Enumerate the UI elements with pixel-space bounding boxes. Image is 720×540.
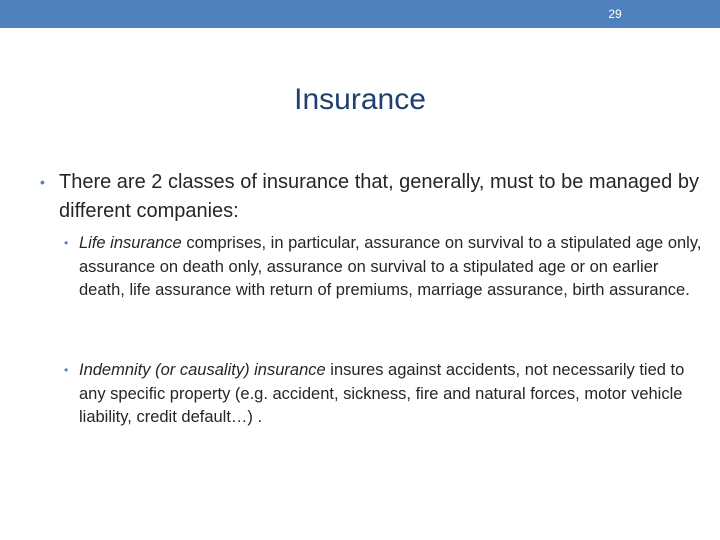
main-bullet-text: There are 2 classes of insurance that, generally, must to be managed by different companies:	[59, 171, 699, 222]
life-insurance-text: comprises, in particular, assurance on survival to a stipulated age only, assurance on death only, assurance on survival to a stipulated age or on earlier death, life assurance with return of premiums, marriage assurance, birth assurance.	[79, 234, 702, 299]
sub-bullet-life-insurance	[64, 232, 704, 303]
indemnity-insurance-text: insures against accidents, not necessarily tied to any specific property (e.g. accident, sickness, fire and natural forces, motor vehicle liability, credit default…) .	[79, 361, 685, 426]
life-insurance-term: Life insurance	[79, 234, 182, 252]
indemnity-insurance-term: Indemnity (or causality) insurance	[79, 361, 326, 379]
bullet-icon: •	[40, 174, 45, 190]
header-bar	[0, 0, 720, 28]
slide-title: Insurance	[294, 83, 426, 116]
page-number: 29	[608, 7, 622, 21]
sub-bullet-indemnity-insurance	[64, 359, 704, 430]
bullet-icon: •	[64, 236, 69, 250]
bullet-icon: •	[64, 363, 69, 377]
main-bullet	[40, 168, 700, 226]
